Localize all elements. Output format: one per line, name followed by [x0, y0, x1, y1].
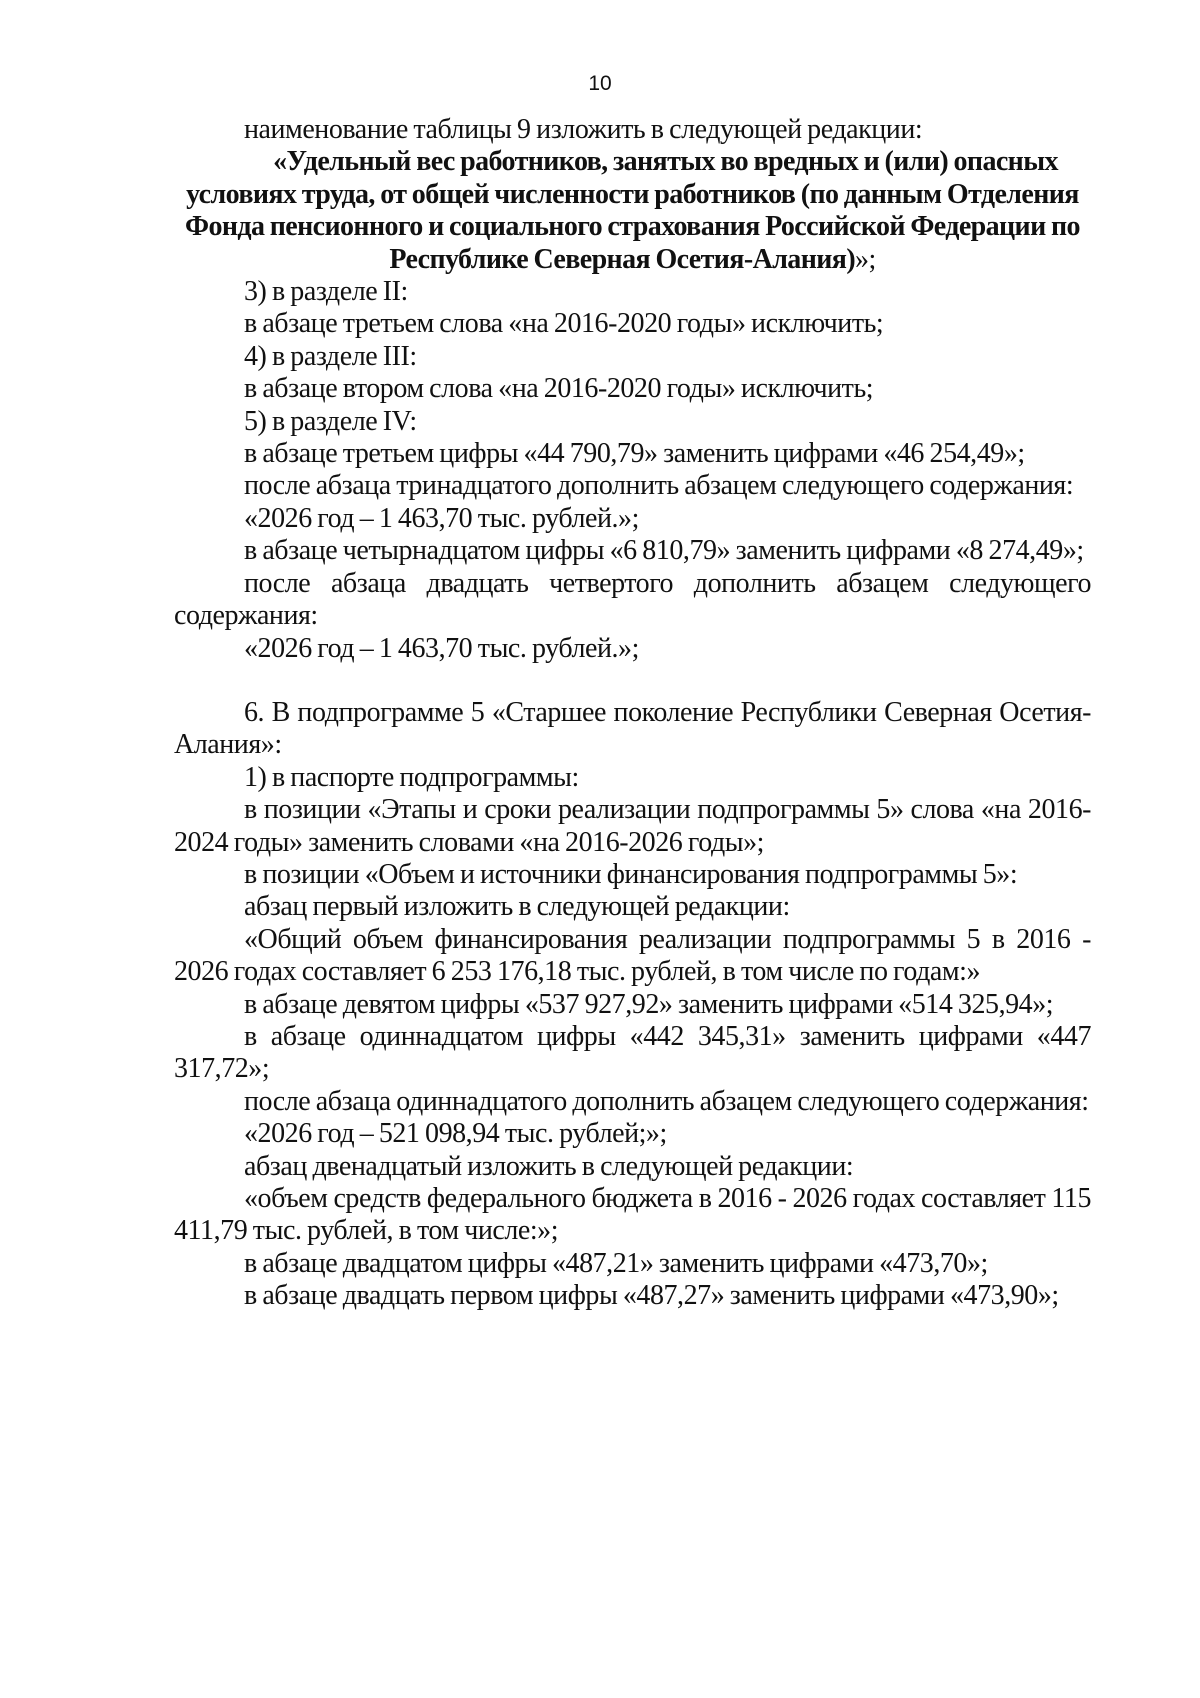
table-title-rest: условиях труда, от общей численности работников (по данным Отделения Фонда пенсионного и социального страхования Российской Федерации по Республике Северная Осетия-Алания) [185, 178, 1080, 275]
list-item: 6. В подпрограмме 5 «Старшее поколение Республики Северная Осетия-Алания»: [174, 696, 1091, 761]
list-item: «2026 год – 1 463,70 тыс. рублей.»; [244, 632, 639, 664]
list-item: абзац первый изложить в следующей редакции: [244, 891, 790, 923]
list-item: в абзаце одиннадцатом цифры «442 345,31» заменить цифрами «447 317,72»; [174, 1020, 1091, 1085]
list-item: в абзаце втором слова «на 2016-2020 годы» исключить; [244, 373, 874, 405]
list-item: 1) в паспорте подпрограммы: [244, 761, 579, 793]
list-item: в позиции «Этапы и сроки реализации подпрограммы 5» слова «на 2016-2024 годы» заменить словами «на 2016-2026 годы»; [174, 794, 1091, 858]
list-item: «Общий объем финансирования реализации подпрограммы 5 в 2016 - 2026 годах составляет 6 253 176,18 тыс. рублей, в том числе по годам:» [174, 923, 1091, 988]
list-item: «2026 год – 1 463,70 тыс. рублей.»; [244, 502, 639, 534]
page-number: 10 [588, 72, 612, 95]
section-gap [174, 665, 1091, 697]
list-item: 3) в разделе II: [244, 276, 408, 308]
table-title [174, 146, 1091, 276]
list-item: 4) в разделе III: [244, 340, 417, 372]
list-item: в абзаце четырнадцатом цифры «6 810,79» заменить цифрами «8 274,49»; [244, 535, 1084, 567]
list-item: «объем средств федерального бюджета в 2016 - 2026 годах составляет 115 411,79 тыс. рублей, в том числе:»; [174, 1183, 1091, 1247]
intro-paragraph: наименование таблицы 9 изложить в следующей редакции: [244, 114, 923, 145]
list-item: «2026 год – 521 098,94 тыс. рублей;»; [244, 1118, 667, 1150]
list-item: 5) в разделе IV: [244, 405, 417, 437]
list-item: после абзаца двадцать четвертого дополнить абзацем следующего содержания: [174, 567, 1091, 632]
list-item: в абзаце двадцать первом цифры «487,27» заменить цифрами «473,90»; [244, 1280, 1059, 1312]
list-item: в абзаце третьем цифры «44 790,79» заменить цифрами «46 254,49»; [244, 438, 1025, 470]
list-item: после абзаца тринадцатого дополнить абзацем следующего содержания: [244, 470, 1074, 502]
document-body [174, 114, 1091, 1313]
table-title-line1: «Удельный вес работников, занятых во вредных и (или) опасных [273, 146, 1058, 178]
list-item: в абзаце третьем слова «на 2016-2020 годы» исключить; [244, 308, 884, 340]
table-title-tail: »; [855, 243, 876, 275]
list-item: в позиции «Объем и источники финансирования подпрограммы 5»: [244, 858, 1018, 890]
list-item: в абзаце девятом цифры «537 927,92» заменить цифрами «514 325,94»; [244, 988, 1054, 1020]
list-item: после абзаца одиннадцатого дополнить абзацем следующего содержания: [244, 1085, 1089, 1117]
list-item: в абзаце двадцатом цифры «487,21» заменить цифрами «473,70»; [244, 1247, 988, 1279]
list-item: абзац двенадцатый изложить в следующей редакции: [244, 1150, 854, 1182]
